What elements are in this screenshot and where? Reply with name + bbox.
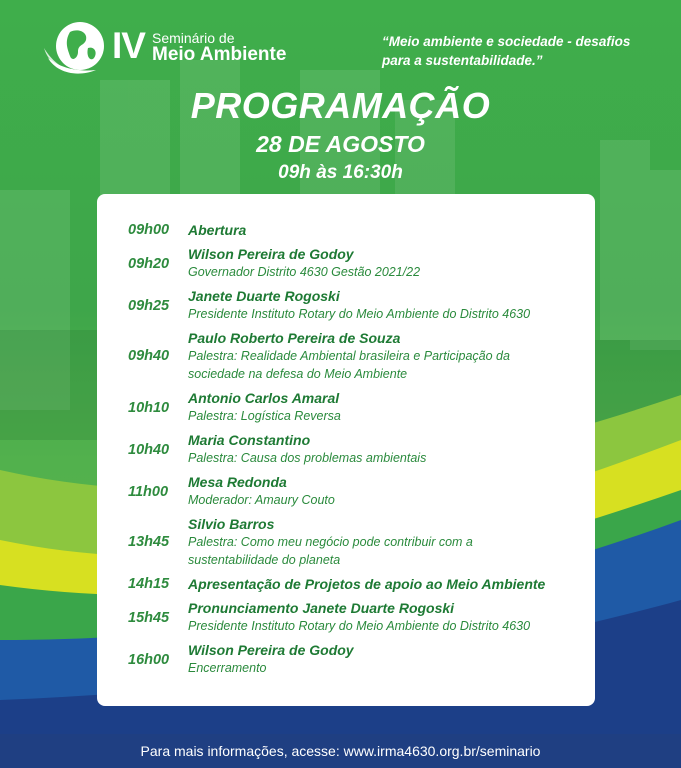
schedule-time: 10h10	[128, 400, 170, 416]
schedule-description: Moderador: Amaury Couto	[188, 493, 335, 507]
event-hours: 09h às 16:30h	[278, 162, 403, 183]
schedule-description: Encerramento	[188, 661, 267, 675]
schedule-description: Governador Distrito 4630 Gestão 2021/22	[188, 265, 421, 279]
event-date: 28 DE AGOSTO	[256, 131, 425, 157]
schedule-title: Maria Constantino	[188, 432, 311, 448]
schedule-time: 15h45	[128, 610, 170, 626]
schedule-description: sustentabilidade do planeta	[188, 553, 341, 567]
schedule-description: Presidente Instituto Rotary do Meio Ambiente do Distrito 4630	[188, 619, 531, 633]
footer-info-link[interactable]: Para mais informações, acesse: www.irma4630.org.br/seminario	[140, 743, 541, 759]
quote-line-2: para a sustentabilidade.”	[382, 53, 543, 68]
schedule-description: sociedade na defesa do Meio Ambiente	[188, 367, 408, 381]
schedule-card	[97, 194, 595, 706]
schedule-time: 10h40	[128, 442, 170, 458]
schedule-title: Wilson Pereira de Godoy	[188, 642, 354, 658]
schedule-time: 14h15	[128, 576, 170, 592]
schedule-title: Antonio Carlos Amaral	[188, 390, 340, 406]
schedule-title: Mesa Redonda	[188, 474, 287, 490]
page-title: PROGRAMAÇÃO	[190, 85, 491, 126]
schedule-description: Palestra: Causa dos problemas ambientais	[188, 451, 427, 465]
schedule-title: Pronunciamento Janete Duarte Rogoski	[188, 600, 455, 616]
schedule-title: Paulo Roberto Pereira de Souza	[188, 330, 401, 346]
logo-title: Meio Ambiente	[152, 44, 287, 65]
schedule-title: Silvio Barros	[188, 516, 275, 532]
globe-icon	[42, 18, 116, 78]
footer-bar	[0, 734, 681, 768]
schedule-time: 09h20	[128, 256, 170, 272]
schedule-title: Apresentação de Projetos de apoio ao Meio Ambiente	[188, 576, 546, 592]
schedule-time: 09h25	[128, 298, 170, 314]
schedule-time: 09h00	[128, 222, 170, 238]
schedule-description: Presidente Instituto Rotary do Meio Ambiente do Distrito 4630	[188, 307, 531, 321]
logo-subtitle: Seminário de	[152, 30, 235, 46]
schedule-description: Palestra: Como meu negócio pode contribuir com a	[188, 535, 473, 549]
logo-edition: IV	[112, 25, 145, 66]
schedule-title: Wilson Pereira de Godoy	[188, 246, 354, 262]
quote-line-1: “Meio ambiente e sociedade - desafios	[382, 34, 631, 49]
schedule-description: Palestra: Realidade Ambiental brasileira e Participação da	[188, 349, 510, 363]
schedule-title: Janete Duarte Rogoski	[188, 288, 340, 304]
schedule-time: 16h00	[128, 652, 170, 668]
schedule-title: Abertura	[188, 222, 247, 238]
schedule-time: 11h00	[128, 484, 169, 500]
schedule-time: 09h40	[128, 348, 170, 364]
schedule-description: Palestra: Logística Reversa	[188, 409, 341, 423]
event-theme-quote	[382, 32, 662, 70]
schedule-time: 13h45	[128, 534, 170, 550]
